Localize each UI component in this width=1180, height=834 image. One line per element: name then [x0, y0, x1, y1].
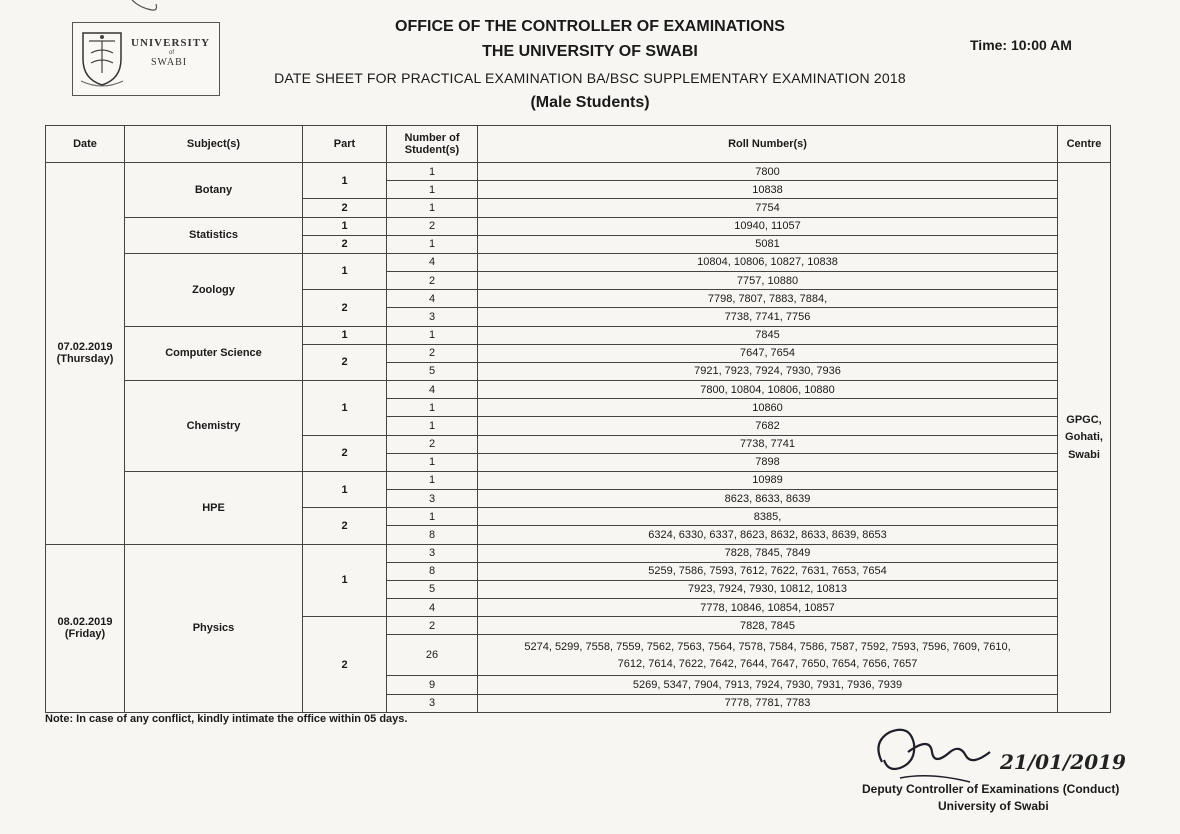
table-row	[46, 544, 1111, 562]
student-count-cell: 5	[387, 580, 478, 598]
subject-cell-computer-science: Computer Science	[125, 326, 303, 381]
student-group-title: (Male Students)	[530, 94, 650, 111]
student-count-cell: 1	[387, 453, 478, 471]
datesheet-table	[45, 125, 1111, 713]
part-cell: 2	[303, 344, 387, 380]
part-cell: 1	[303, 163, 387, 199]
part-cell: 1	[303, 253, 387, 289]
date-cell-2	[46, 544, 125, 712]
roll-numbers-cell: 7738, 7741	[478, 435, 1058, 453]
student-count-cell: 5	[387, 362, 478, 380]
roll-numbers-cell: 7800	[478, 163, 1058, 181]
student-count-cell: 1	[387, 399, 478, 417]
student-count-cell: 1	[387, 471, 478, 489]
student-count-cell: 1	[387, 326, 478, 344]
part-cell: 2	[303, 235, 387, 253]
col-header-part: Part	[303, 126, 387, 163]
student-count-cell: 1	[387, 417, 478, 435]
logo-text-swabi: SWABI	[151, 57, 188, 68]
roll-numbers-cell: 10989	[478, 471, 1058, 489]
student-count-cell: 1	[387, 235, 478, 253]
student-count-cell: 2	[387, 617, 478, 635]
roll-numbers-cell: 7778, 7781, 7783	[478, 694, 1058, 712]
roll-numbers-cell: 8385,	[478, 508, 1058, 526]
student-count-cell: 3	[387, 544, 478, 562]
centre-cell	[1058, 163, 1111, 713]
part-cell: 1	[303, 326, 387, 344]
roll-numbers-cell: 5081	[478, 235, 1058, 253]
table-row	[46, 217, 1111, 235]
col-header-date: Date	[46, 126, 125, 163]
table-row	[46, 253, 1111, 271]
student-count-cell: 4	[387, 381, 478, 399]
centre-line: GPGC,	[1066, 414, 1102, 427]
student-count-cell: 3	[387, 308, 478, 326]
col-header-subjects: Subject(s)	[125, 126, 303, 163]
subject-cell-hpe: HPE	[125, 471, 303, 544]
student-count-cell: 3	[387, 694, 478, 712]
part-cell: 2	[303, 617, 387, 713]
part-cell: 1	[303, 381, 387, 436]
logo-text-of: of	[169, 50, 175, 56]
subject-cell-zoology: Zoology	[125, 253, 303, 326]
roll-numbers-cell: 5259, 7586, 7593, 7612, 7622, 7631, 7653, 7654	[478, 562, 1058, 580]
roll-numbers-cell	[478, 635, 1058, 676]
part-cell: 1	[303, 544, 387, 617]
student-count-cell: 2	[387, 435, 478, 453]
student-count-cell: 2	[387, 217, 478, 235]
roll-numbers-cell: 7754	[478, 199, 1058, 217]
roll-numbers-cell: 7845	[478, 326, 1058, 344]
roll-numbers-cell: 5269, 5347, 7904, 7913, 7924, 7930, 7931, 7936, 7939	[478, 676, 1058, 694]
table-row	[46, 471, 1111, 489]
subject-cell-botany: Botany	[125, 163, 303, 218]
table-header-row	[46, 126, 1111, 163]
roll-numbers-cell: 7828, 7845	[478, 617, 1058, 635]
roll-numbers-cell: 7828, 7845, 7849	[478, 544, 1058, 562]
table-row	[46, 326, 1111, 344]
roll-numbers-cell: 7682	[478, 417, 1058, 435]
roll-numbers-cell: 10838	[478, 181, 1058, 199]
signatory-university: University of Swabi	[938, 799, 1049, 813]
centre-line: Swabi	[1068, 448, 1100, 461]
student-count-cell: 1	[387, 508, 478, 526]
student-count-cell: 3	[387, 490, 478, 508]
signatory-title: Deputy Controller of Examinations (Conduct)	[862, 782, 1120, 796]
student-count-cell: 2	[387, 344, 478, 362]
exam-day: (Friday)	[64, 628, 106, 641]
part-cell: 2	[303, 199, 387, 217]
part-cell: 1	[303, 471, 387, 507]
student-count-cell: 2	[387, 272, 478, 290]
signature-date: 21/01/2019	[1000, 750, 1126, 774]
student-count-cell: 26	[387, 635, 478, 676]
student-count-cell: 9	[387, 676, 478, 694]
roll-numbers-cell: 7800, 10804, 10806, 10880	[478, 381, 1058, 399]
roll-numbers-cell: 7757, 10880	[478, 272, 1058, 290]
roll-numbers-cell: 7921, 7923, 7924, 7930, 7936	[478, 362, 1058, 380]
subject-cell-physics: Physics	[125, 544, 303, 712]
roll-numbers-cell: 7778, 10846, 10854, 10857	[478, 599, 1058, 617]
student-count-cell: 4	[387, 290, 478, 308]
student-count-cell: 1	[387, 163, 478, 181]
exam-day: (Thursday)	[56, 353, 114, 366]
university-title: THE UNIVERSITY OF SWABI	[482, 43, 698, 60]
table-row	[46, 381, 1111, 399]
student-count-cell: 8	[387, 526, 478, 544]
roll-numbers-cell: 7923, 7924, 7930, 10812, 10813	[478, 580, 1058, 598]
roll-numbers-cell: 7738, 7741, 7756	[478, 308, 1058, 326]
student-count-cell: 1	[387, 199, 478, 217]
date-cell-1	[46, 163, 125, 545]
student-count-cell: 4	[387, 253, 478, 271]
exam-date: 07.02.2019	[57, 341, 113, 354]
col-header-num-students: Number of Student(s)	[387, 126, 478, 163]
exam-date: 08.02.2019	[57, 616, 113, 629]
centre-line: Gohati,	[1065, 431, 1103, 444]
part-cell: 2	[303, 435, 387, 471]
part-cell: 1	[303, 217, 387, 235]
exam-time: Time: 10:00 AM	[970, 37, 1072, 53]
col-header-centre: Centre	[1058, 126, 1111, 163]
roll-numbers-cell: 10860	[478, 399, 1058, 417]
student-count-cell: 8	[387, 562, 478, 580]
roll-numbers-line: 7612, 7614, 7622, 7642, 7644, 7647, 7650, 7654, 7656, 7657	[617, 657, 918, 670]
part-cell: 2	[303, 508, 387, 544]
col-header-roll-numbers: Roll Number(s)	[478, 126, 1058, 163]
student-count-cell: 1	[387, 181, 478, 199]
conflict-note: Note: In case of any conflict, kindly intimate the office within 05 days.	[45, 713, 408, 725]
student-count-cell: 4	[387, 599, 478, 617]
roll-numbers-cell: 7798, 7807, 7883, 7884,	[478, 290, 1058, 308]
table-row	[46, 163, 1111, 181]
roll-numbers-cell: 6324, 6330, 6337, 8623, 8632, 8633, 8639, 8653	[478, 526, 1058, 544]
roll-numbers-cell: 7647, 7654	[478, 344, 1058, 362]
part-cell: 2	[303, 290, 387, 326]
office-title: OFFICE OF THE CONTROLLER OF EXAMINATIONS	[395, 18, 785, 35]
subject-cell-statistics: Statistics	[125, 217, 303, 253]
pen-mark-scribble	[130, 0, 160, 14]
subject-cell-chemistry: Chemistry	[125, 381, 303, 472]
logo-text-university: UNIVERSITY	[131, 37, 211, 49]
roll-numbers-cell: 8623, 8633, 8639	[478, 490, 1058, 508]
roll-numbers-line: 5274, 5299, 7558, 7559, 7562, 7563, 7564, 7578, 7584, 7586, 7587, 7592, 7593, 7596, 7609, 7610,	[524, 640, 1011, 653]
roll-numbers-cell: 7898	[478, 453, 1058, 471]
roll-numbers-cell: 10940, 11057	[478, 217, 1058, 235]
datesheet-title: DATE SHEET FOR PRACTICAL EXAMINATION BA/BSC SUPPLEMENTARY EXAMINATION 2018	[274, 70, 906, 86]
roll-numbers-cell: 10804, 10806, 10827, 10838	[478, 253, 1058, 271]
